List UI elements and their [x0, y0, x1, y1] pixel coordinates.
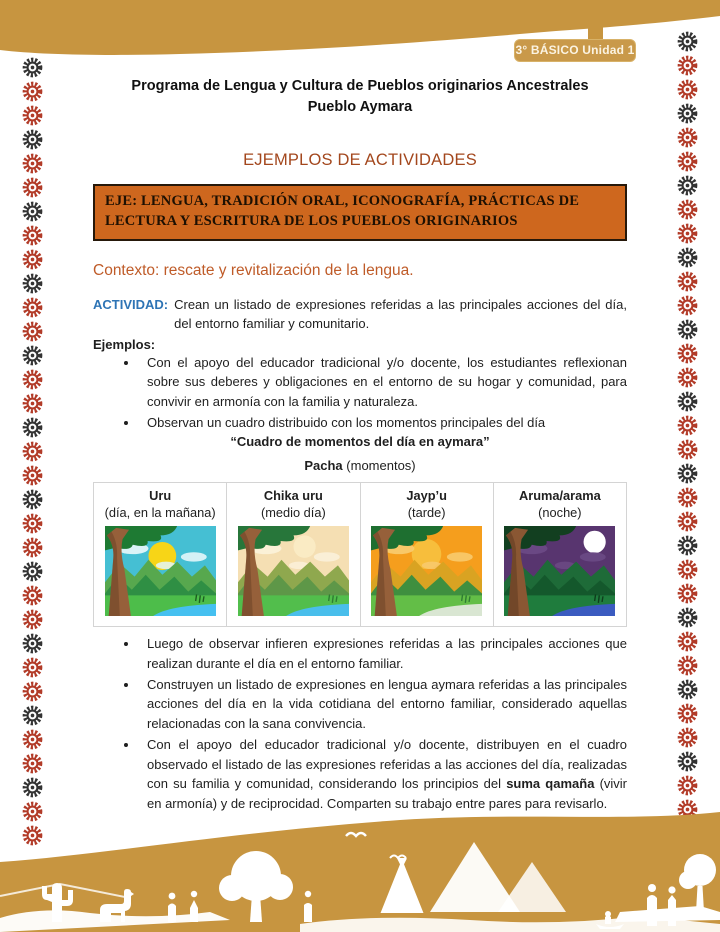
unit-badge: 3° BÁSICO Unidad 1 [514, 39, 636, 62]
gear-ornament-icon [677, 751, 698, 772]
gear-ornament-icon [677, 775, 698, 796]
afternoon-landscape-illustration [371, 526, 482, 616]
gear-ornament-icon [677, 655, 698, 676]
gear-ornament-icon [22, 729, 43, 750]
pacha-suffix: (momentos) [342, 457, 416, 473]
gear-ornament-icon [677, 247, 698, 268]
list-item: • Construyen un listado de expresiones en lengua aymara referidas a las principales acciones del día en la vida cotidiana del entorno familiar, considerado aquellas relacionadas con la sana convivencia. [139, 675, 627, 734]
moment-header [363, 487, 491, 522]
gear-ornament-icon [677, 151, 698, 172]
title-line-1: Programa de Lengua y Cultura de Pueblos originarios Ancestrales [131, 78, 589, 94]
gear-ornament-icon [22, 81, 43, 102]
moment-name: Uru [149, 487, 172, 503]
gear-ornament-icon [22, 657, 43, 678]
moment-header [96, 487, 224, 522]
gear-ornament-icon [22, 585, 43, 606]
gear-ornament-icon [677, 295, 698, 316]
gear-ornament-icon [22, 393, 43, 414]
title-line-2: Pueblo Aymara [307, 99, 413, 116]
gear-ornament-icon [22, 609, 43, 630]
document-title [93, 76, 627, 119]
gear-ornament-icon [677, 271, 698, 292]
gear-ornament-icon [22, 105, 43, 126]
gear-ornament-icon [22, 369, 43, 390]
moment-cell-afternoon [360, 482, 493, 627]
gear-ornament-icon [22, 153, 43, 174]
activity-label: ACTIVIDAD: [93, 296, 169, 312]
examples-list-top [93, 353, 627, 433]
night-landscape-illustration [504, 526, 615, 616]
gear-ornament-icon [677, 199, 698, 220]
moment-name: Aruma/arama [518, 487, 601, 503]
gear-ornament-icon [22, 777, 43, 798]
gear-ornament-icon [677, 607, 698, 628]
gear-ornament-icon [22, 681, 43, 702]
gear-ornament-icon [22, 297, 43, 318]
gear-ornament-icon [22, 225, 43, 246]
gear-ornament-icon [677, 535, 698, 556]
gear-ornament-icon [677, 727, 698, 748]
gear-ornament-icon [677, 559, 698, 580]
gear-ornament-icon [22, 201, 43, 222]
gear-ornament-icon [677, 679, 698, 700]
gear-ornament-icon [677, 463, 698, 484]
gear-ornament-icon [677, 631, 698, 652]
gear-ornament-icon [22, 489, 43, 510]
moment-header [496, 487, 624, 522]
gear-ornament-icon [677, 127, 698, 148]
document-content [93, 76, 627, 815]
list-item: • Con el apoyo del educador tradicional y/o docente, los estudiantes reflexionan sobre sus deberes y obligaciones en el entorno de su hogar y comunidad, para convivir en armonía con la familia y naturaleza. [139, 353, 627, 412]
context-heading: Contexto: rescate y revitalización de la lengua. [93, 261, 414, 279]
gear-ornament-icon [22, 249, 43, 270]
activity-text: Crean un listado de expresiones referidas a las principales acciones del día, del entorno familiar y comunitario. [174, 296, 627, 331]
footer-landscape-art [0, 800, 720, 932]
list-item: • Con el apoyo del educador tradicional y/o docente, distribuyen en el cuadro observado el listado de las expresiones referidas a las acciones del día, realizadas con su familia y comunidad, considerando los principios del suma qamaña (vivir en armonía) y de reciprocidad. Comparten su trabajo entre pares para revisarlo. [139, 735, 627, 814]
gear-ornament-icon [22, 417, 43, 438]
gear-ornament-icon [677, 223, 698, 244]
moment-cell-night [493, 482, 626, 627]
examples-activities-heading: EJEMPLOS DE ACTIVIDADES [243, 150, 477, 169]
gear-ornament-icon [677, 439, 698, 460]
moment-header [229, 487, 357, 522]
gear-ornament-icon [22, 345, 43, 366]
gear-ornament-icon [677, 319, 698, 340]
moment-subtitle: (tarde) [407, 504, 446, 520]
gear-ornament-icon [22, 537, 43, 558]
moments-of-day-table [93, 482, 627, 628]
gear-ornament-icon [22, 129, 43, 150]
table-caption: “Cuadro de momentos del día en aymara” [230, 433, 490, 449]
gear-ornament-icon [677, 415, 698, 436]
moment-subtitle: (medio día) [261, 504, 326, 520]
gear-ornament-icon [22, 321, 43, 342]
list-item: • Luego de observar infieren expresiones referidas a las principales acciones que realizan durante el día en el entorno familiar. [139, 634, 627, 674]
moment-name: Chika uru [263, 487, 323, 503]
gear-ornament-icon [677, 391, 698, 412]
pacha-word: Pacha [304, 457, 343, 473]
gear-ornament-icon [22, 753, 43, 774]
gear-ornament-icon [22, 561, 43, 582]
gear-ornament-icon [677, 703, 698, 724]
list-item: • Observan un cuadro distribuido con los momentos principales del día [139, 413, 627, 433]
gear-ornament-icon [677, 343, 698, 364]
gear-ornament-icon [22, 513, 43, 534]
activity-statement [93, 295, 627, 334]
gear-ornament-icon [22, 273, 43, 294]
gear-ornament-icon [22, 633, 43, 654]
eje-heading-box: EJE: LENGUA, TRADICIÓN ORAL, ICONOGRAFÍA, PRÁCTICAS DE LECTURA Y ESCRITURA DE LOS PUEBLOS ORIGINARIOS [93, 184, 627, 241]
midday-landscape-illustration [238, 526, 349, 616]
morning-landscape-illustration [105, 526, 216, 616]
examples-label: Ejemplos: [93, 336, 156, 352]
pacha-subtitle [93, 458, 627, 473]
gear-ornament-icon [677, 511, 698, 532]
gear-ornament-icon [22, 441, 43, 462]
gear-ornament-icon [677, 79, 698, 100]
left-ornament-border [22, 57, 44, 846]
gear-ornament-icon [22, 705, 43, 726]
right-ornament-border [677, 31, 699, 844]
moment-cell-midday [227, 482, 360, 627]
gear-ornament-icon [677, 583, 698, 604]
examples-list-bottom [93, 634, 627, 814]
moment-cell-morning [94, 482, 227, 627]
gear-ornament-icon [677, 175, 698, 196]
gear-ornament-icon [677, 487, 698, 508]
moment-subtitle: (noche) [538, 504, 582, 520]
gear-ornament-icon [677, 367, 698, 388]
moment-name: Jayp’u [406, 487, 447, 503]
gear-ornament-icon [677, 103, 698, 124]
moment-subtitle: (día, en la mañana) [104, 504, 216, 520]
gear-ornament-icon [22, 465, 43, 486]
gear-ornament-icon [22, 177, 43, 198]
